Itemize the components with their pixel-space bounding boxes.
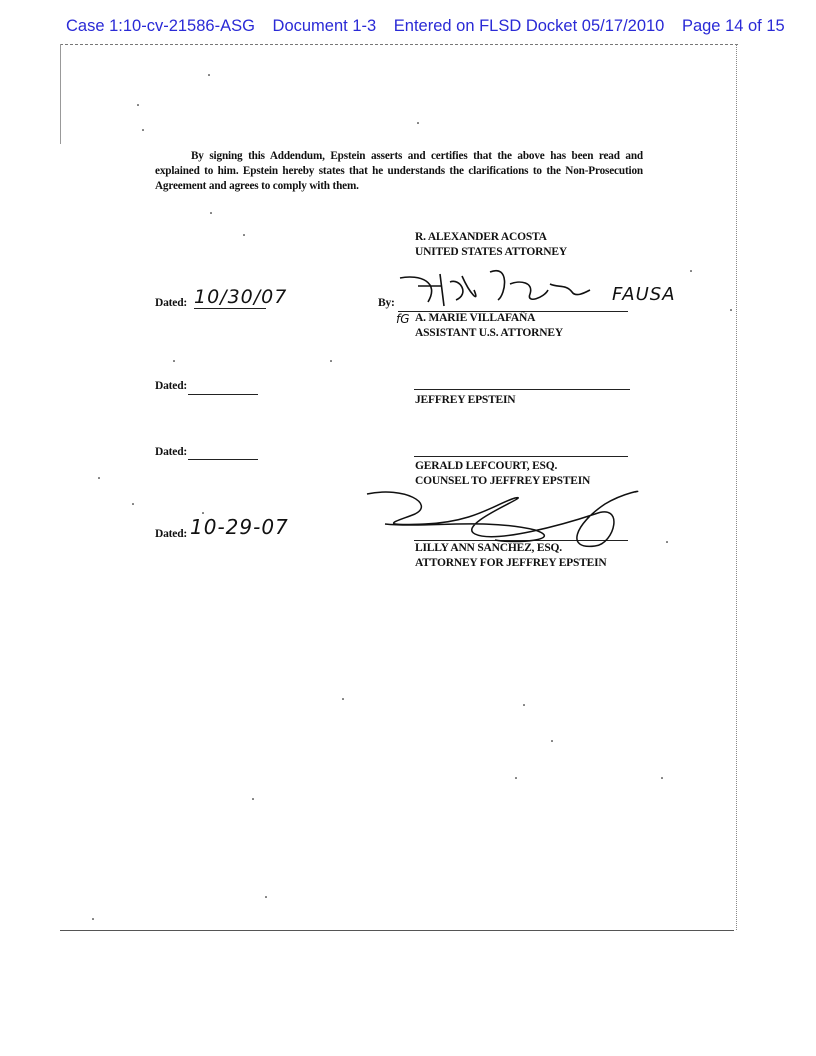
ausa-title: ASSISTANT U.S. ATTORNEY [415, 327, 563, 339]
page-number: Page 14 of 15 [681, 17, 785, 35]
ausa-name: A. MARIE VILLAFAÑA [415, 312, 536, 324]
scan-edge-top [60, 44, 738, 45]
dated-label-1: Dated: [155, 297, 188, 309]
attorney-name: LILLY ANN SANCHEZ, ESQ. [415, 542, 562, 554]
dated-label-4: Dated: [155, 528, 188, 540]
dated-label-3: Dated: [155, 446, 188, 458]
counsel-title: COUNSEL TO JEFFREY EPSTEIN [415, 475, 591, 487]
handwritten-date-4: 10-29-07 [190, 515, 289, 539]
date-line-3 [188, 459, 258, 460]
scan-edge-right [736, 44, 737, 930]
case-number: Case 1:10-cv-21586-ASG [66, 17, 255, 35]
handwritten-date-1: 10/30/07 [194, 286, 288, 308]
docket-entry: Entered on FLSD Docket 05/17/2010 [393, 17, 665, 35]
handwritten-fausa: FAUSA [612, 284, 676, 305]
document-number: Document 1-3 [272, 17, 377, 35]
date-line-2 [188, 394, 258, 395]
us-attorney-title: UNITED STATES ATTORNEY [415, 246, 567, 258]
dated-label-2: Dated: [155, 380, 188, 392]
addendum-paragraph [155, 149, 643, 194]
attorney-title: ATTORNEY FOR JEFFREY EPSTEIN [415, 557, 607, 569]
docket-header [66, 17, 798, 36]
handwritten-initials: fG [396, 312, 410, 326]
by-label: By: [378, 297, 395, 309]
us-attorney-name: R. ALEXANDER ACOSTA [415, 231, 547, 243]
addendum-text: By signing this Addendum, Epstein asserts and certifies that the above has been read and explained to him. Epstein hereby states that he understands the clarifications to the Non-Prosecution Agreement and agrees to comply with them. [155, 150, 643, 192]
signature-line-epstein [414, 389, 630, 390]
scanned-page [60, 44, 738, 932]
scan-edge-bottom [60, 930, 734, 931]
signature-line-lefcourt [414, 456, 628, 457]
counsel-name: GERALD LEFCOURT, ESQ. [415, 460, 558, 472]
scan-edge-left [60, 44, 61, 144]
defendant-name: JEFFREY EPSTEIN [415, 394, 516, 406]
